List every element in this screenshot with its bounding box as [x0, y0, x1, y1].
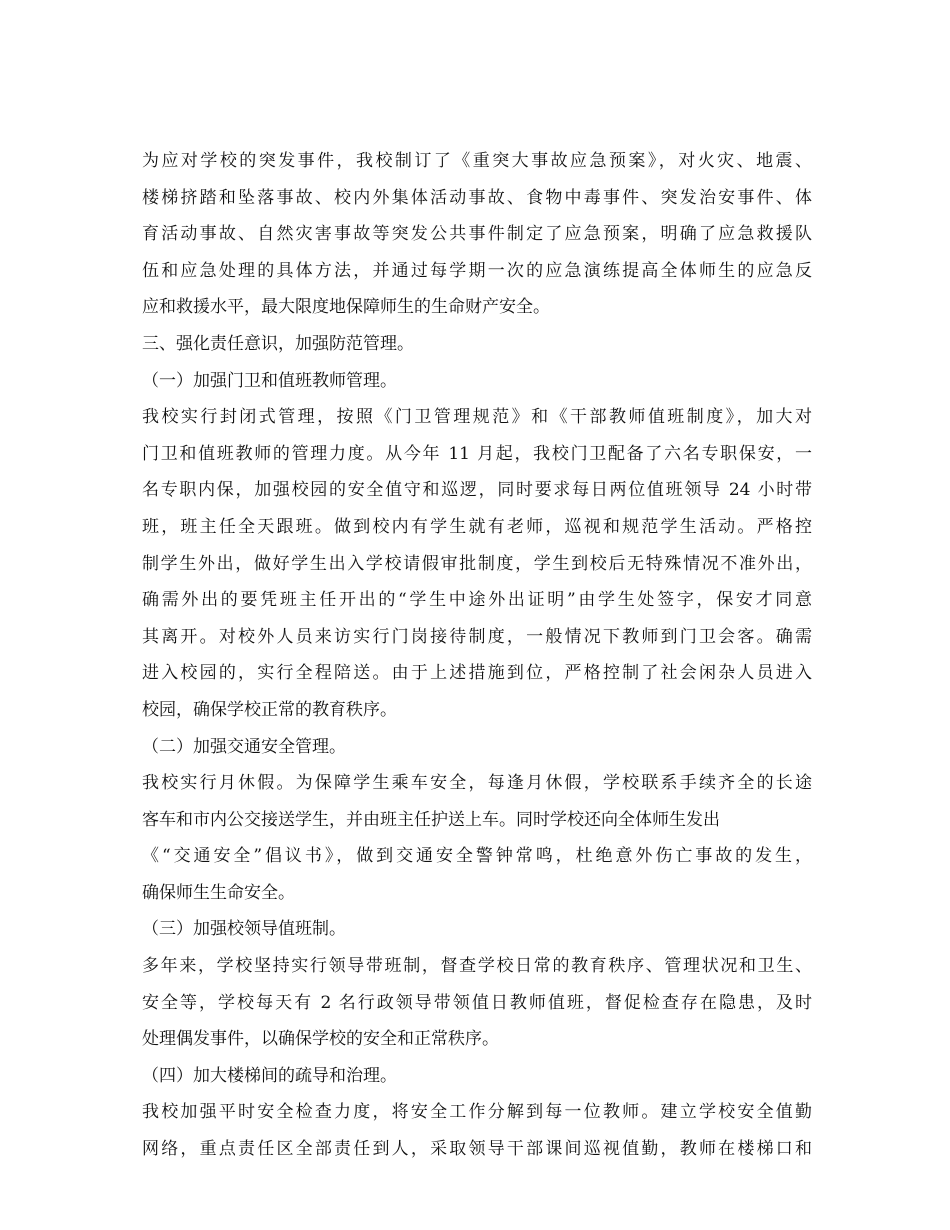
- text-line: 其离开。对校外人员来访实行门岗接待制度，一般情况下教师到门卫会客。确需: [142, 626, 812, 647]
- document-body: [142, 143, 812, 1168]
- text-line: 《“交通安全”倡议书》，做到交通安全警钟常鸣，杜绝意外伤亡事故的发生，: [142, 846, 812, 867]
- text-line: （四）加大楼梯间的疏导和治理。: [142, 1065, 397, 1086]
- text-line: 伍和应急处理的具体方法，并通过每学期一次的应急演练提高全体师生的应急反: [142, 260, 812, 281]
- text-line: （三）加强校领导值班制。: [142, 919, 346, 940]
- text-line: 育活动事故、自然灾害事故等突发公共事件制定了应急预案，明确了应急救援队: [142, 224, 812, 245]
- text-line: 制学生外出，做好学生出入学校请假审批制度，学生到校后无特殊情况不准外出，: [142, 553, 812, 574]
- text-line: 进入校园的，实行全程陪送。由于上述措施到位，严格控制了社会闲杂人员进入: [142, 663, 812, 684]
- text-line: 处理偶发事件，以确保学校的安全和正常秩序。: [142, 1029, 499, 1050]
- text-line: 确需外出的要凭班主任开出的“学生中途外出证明”由学生处签字，保安才同意: [142, 590, 812, 611]
- text-line: 应和救援水平，最大限度地保障师生的生命财产安全。: [142, 297, 550, 318]
- text-line: （一）加强门卫和值班教师管理。: [142, 370, 397, 391]
- text-line: 名专职内保，加强校园的安全值守和巡逻，同时要求每日两位值班领导 24 小时带: [142, 480, 812, 501]
- text-line: 安全等，学校每天有 2 名行政领导带领值日教师值班，督促检查存在隐患，及时: [142, 992, 812, 1013]
- text-line: 楼梯挤踏和坠落事故、校内外集体活动事故、食物中毒事件、突发治安事件、体: [142, 187, 812, 208]
- text-line: （二）加强交通安全管理。: [142, 736, 346, 757]
- text-line: 为应对学校的突发事件，我校制订了《重突大事故应急预案》，对火灾、地震、: [142, 151, 812, 171]
- text-line: 多年来，学校坚持实行领导带班制，督查学校日常的教育秩序、管理状况和卫生、: [142, 956, 812, 977]
- text-line: 客车和市内公交接送学生，并由班主任护送上车。同时学校还向全体师生发出: [142, 809, 720, 830]
- text-line: 三、强化责任意识，加强防范管理。: [142, 333, 414, 354]
- text-line: 校园，确保学校正常的教育秩序。: [142, 699, 397, 720]
- text-line: 我校加强平时安全检查力度，将安全工作分解到每一位教师。建立学校安全值勤: [142, 1102, 812, 1123]
- text-line: 我校实行月休假。为保障学生乘车安全，每逢月休假，学校联系手续齐全的长途: [142, 773, 812, 794]
- text-line: 班，班主任全天跟班。做到校内有学生就有老师，巡视和规范学生活动。严格控: [142, 516, 812, 537]
- text-line: 确保师生生命安全。: [142, 882, 295, 903]
- text-line: 网络，重点责任区全部责任到人，采取领导干部课间巡视值勤，教师在楼梯口和: [142, 1139, 812, 1160]
- text-line: 门卫和值班教师的管理力度。从今年 11 月起，我校门卫配备了六名专职保安，一: [142, 443, 812, 464]
- text-line: 我校实行封闭式管理，按照《门卫管理规范》和《干部教师值班制度》，加大对: [142, 407, 812, 428]
